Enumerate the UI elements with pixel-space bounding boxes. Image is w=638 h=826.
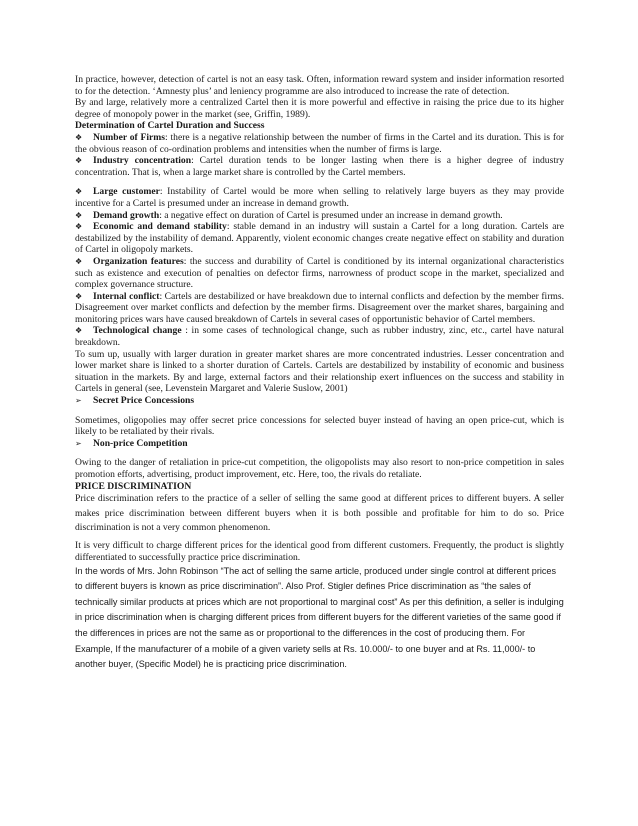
item-text: : Instability of Cartel would be more when selling to relatively large buyers as they may provide incentive for a Cartel is presumed under an increase in demand growth.: [75, 186, 564, 209]
paragraph-robinson-stigler: In the words of Mrs. John Robinson “The act of selling the same article, produced under single control at different prices to different buyers is known as price discrimination”. Also Prof. Stigler defines Price discrimination as “the sales of technically similar products at prices which are not proportional to marginal cost” As per this definition, a seller is indulging in price discrimination when is charging different prices from different buyers for the different varieties of the same good if the differences in prices are not the same as or proportional to the differences in the cost of producing them. For Example, If the manufacturer of a mobile of a given variety sells at Rs. 10.000/- to one buyer and at Rs. 11,000/- to another buyer, (Specific Model) he is practicing price discrimination.: [75, 565, 564, 670]
item-text: : there is a negative relationship between the number of firms in the Cartel and its duration. This is for the obvious reason of co-ordination problems and intensities when the number of firms is large.: [75, 131, 565, 155]
diamond-bullet-icon: ❖: [75, 132, 83, 142]
diamond-bullet-icon: ❖: [75, 156, 83, 166]
list-item-internal-conflict: [75, 291, 564, 326]
item-text: : the success and durability of Cartel is conditioned by its internal organizational characteristics such as existence and execution of penalties on defector firms, narrowness of product scope in the market, specialized and complex governance structure.: [75, 255, 564, 291]
list-item-demand-growth: [75, 210, 564, 222]
heading-non-price-competition: ➢ Non-price Competition: [75, 437, 188, 449]
arrow-bullet-icon: ➢: [75, 438, 82, 448]
document-page: [75, 74, 564, 673]
paragraph-price-discrimination: Price discrimination refers to the practice of a seller of selling the same good at different prices to different buyers. A seller makes price discrimination between different buyers when it is both possible and profitable for him to do so. Price discrimination is not a very common phenomenon.: [75, 493, 564, 533]
item-text: : stable demand in an industry will sustain a Cartel for a long duration. Cartels are destabilized by the instability of demand. Apparently, violent economic changes create negative effect on stability and duration of Cartel in oligopoly markets.: [75, 221, 564, 256]
paragraph-difficult: It is very difficult to charge different prices for the identical good from different customers. Frequently, the product is slightly differentiated to successfully practice price discrimination.: [75, 540, 564, 563]
list-item-number-of-firms: [75, 132, 564, 155]
item-term: Large customer: [93, 186, 160, 198]
item-term: Internal conflict: [93, 290, 160, 302]
item-term: Industry concentration: [93, 155, 192, 167]
list-item-large-customer: [75, 186, 564, 209]
item-term: Demand growth: [93, 209, 160, 221]
list-item-economic-stability: [75, 221, 564, 256]
item-term: Economic and demand stability: [93, 221, 227, 233]
diamond-bullet-icon: ❖: [75, 256, 83, 266]
item-term: Number of Firms: [93, 131, 166, 143]
diamond-bullet-icon: ❖: [75, 222, 83, 232]
arrow-bullet-icon: ➢: [75, 396, 82, 406]
list-item-organization-features: [75, 256, 564, 291]
paragraph-secret-concessions: Sometimes, oligopolies may offer secret price concessions for selected buyer instead of having an open price-cut, which is likely to be retaliated by their rivals.: [75, 414, 564, 438]
paragraph-detection: In practice, however, detection of cartel is not an easy task. Often, information reward system and insider information resorted to for the detection. ‘Amnesty plus’ and leniency programme are also introduced to increase the rate of detection.: [75, 74, 564, 97]
list-item-industry-concentration: [75, 155, 564, 178]
item-term: Organization features: [93, 255, 184, 267]
heading-price-discrimination: PRICE DISCRIMINATION: [75, 480, 192, 492]
paragraph-non-price: Owing to the danger of retaliation in price-cut competition, the oligopolists may also resort to non-price competition in sales promotion efforts, advertising, product improvement, etc. Here, too, the rivals do retaliate.: [75, 457, 564, 480]
item-term: Technological change: [93, 325, 182, 337]
list-item-technological-change: [75, 325, 564, 348]
paragraph-sum-up: To sum up, usually with larger duration in greater market shares are more concentrated industries. Lesser concentration and lower market share is linked to a shorter duration of Cartels. Cartels are destabilized by instability of economic and business situation in the markets. By and large, external factors and their relationship exert influences on the success and stability in Cartels in general (see, Levenstein Margaret and Valerie Suslow, 2001): [75, 348, 564, 395]
diamond-bullet-icon: ❖: [75, 187, 83, 197]
diamond-bullet-icon: ❖: [75, 291, 83, 301]
item-text: : in some cases of technological change, such as rubber industry, zinc, etc., cartel have natural breakdown.: [75, 325, 565, 349]
item-text: : Cartels are destabilized or have breakdown due to internal conflicts and defection by the member firms. Disagreement over market conflicts and defection by the member firms. Disagreement over the market shares, bargaining and monitoring prices wars have caused breakdown of Cartels in several cases of opportunistic behavior of Cartel members.: [75, 290, 564, 325]
paragraph-centralized: By and large, relatively more a centralized Cartel then it is more powerful and effective in raising the price due to its higher degree of monopoly power in the market (see, Griffin, 1989).: [75, 97, 564, 120]
item-text: : Cartel duration tends to be longer lasting when there is a higher degree of industry concentration. That is, when a large market share is controlled by the Cartel members.: [75, 155, 564, 178]
diamond-bullet-icon: ❖: [75, 326, 83, 336]
item-text: : a negative effect on duration of Cartel is presumed under an increase in demand growth.: [159, 209, 503, 221]
diamond-bullet-icon: ❖: [75, 210, 83, 220]
heading-secret-price-concessions: ➢ Secret Price Concessions: [75, 395, 195, 407]
heading-cartel-duration: Determination of Cartel Duration and Success: [75, 120, 265, 132]
